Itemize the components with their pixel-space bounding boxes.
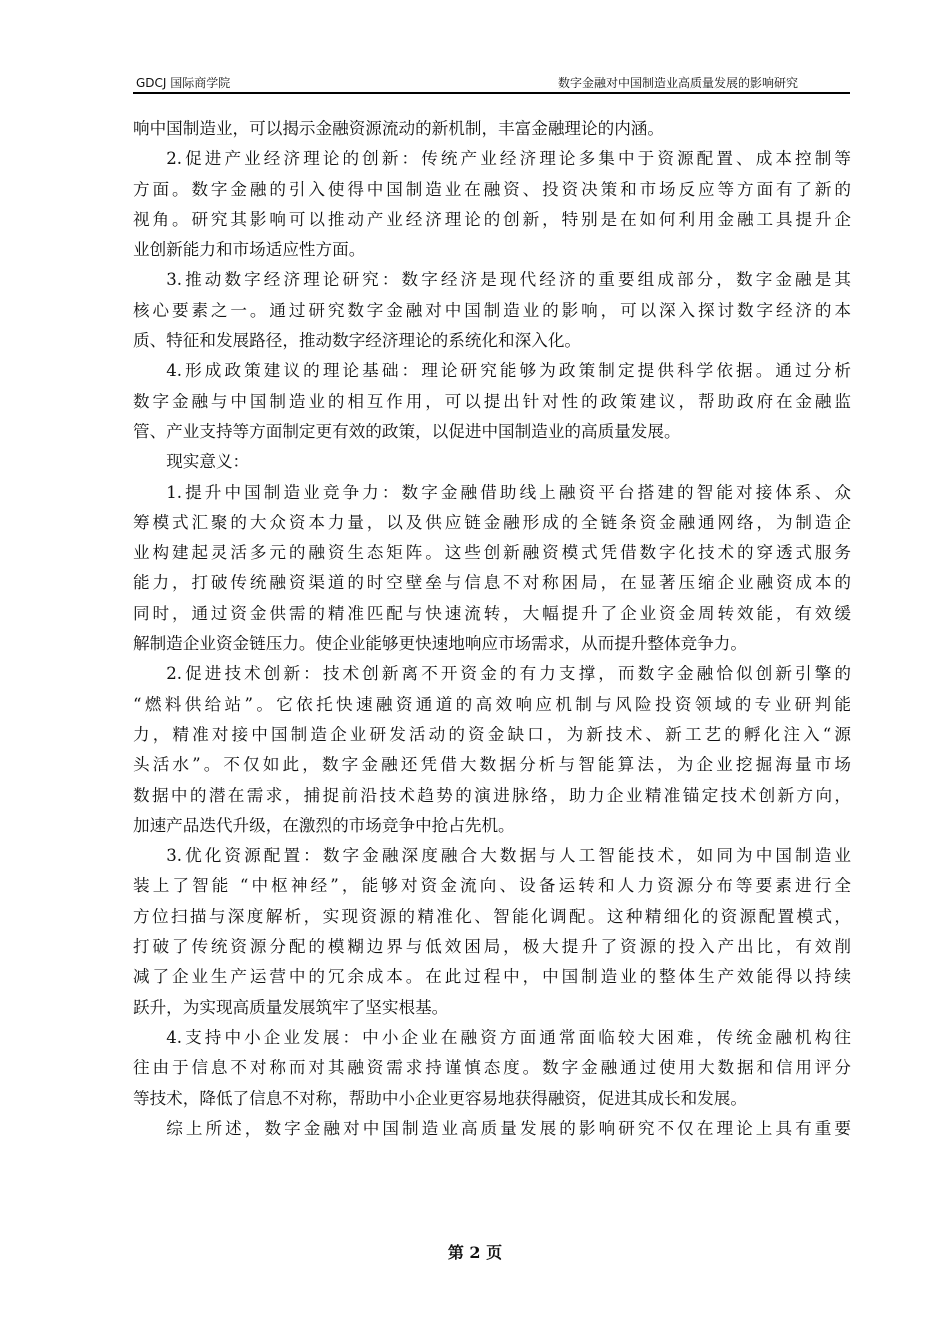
text-line: 核心要素之一。通过研究数字金融对中国制造业的影响，可以深入探讨数字经济的本: [133, 300, 851, 320]
running-header: [133, 72, 850, 94]
text-line: 业创新能力和市场适应性方面。: [133, 240, 366, 260]
text-line: 1.提升中国制造业竞争力：数字金融借助线上融资平台搭建的智能对接体系、众: [166, 482, 851, 502]
text-line: 方位扫描与深度解析，实现资源的精准化、智能化调配。这种精细化的资源配置模式，: [133, 906, 851, 926]
text-line: 数字金融与中国制造业的相互作用，可以提出针对性的政策建议，帮助政府在金融监: [133, 391, 851, 411]
text-line: 能力，打破传统融资渠道的时空壁垒与信息不对称困局，在显著压缩企业融资成本的: [133, 573, 851, 593]
section-heading: 现实意义：: [166, 452, 250, 472]
text-line: 方面。数字金融的引入使得中国制造业在融资、投资决策和市场反应等方面有了新的: [133, 179, 851, 199]
text-line: 视角。研究其影响可以推动产业经济理论的创新，特别是在如何利用金融工具提升企: [133, 209, 851, 229]
text-line: 解制造企业资金链压力。使企业能够更快速地响应市场需求，从而提升整体竞争力。: [133, 634, 747, 654]
text-line: 响中国制造业，可以揭示金融资源流动的新机制，丰富金融理论的内涵。: [133, 119, 664, 138]
text-line: 3.推动数字经济理论研究：数字经济是现代经济的重要组成部分，数字金融是其: [166, 270, 851, 290]
page-number: 第 2 页: [447, 1243, 503, 1262]
text-line: 数据中的潜在需求，捕捉前沿技术趋势的演进脉络，助力企业精准锚定技术创新方向，: [133, 785, 851, 805]
text-line: 装上了智能 “中枢神经”，能够对资金流向、设备运转和人力资源分布等要素进行全: [133, 876, 851, 896]
text-line: “燃料供给站”。它依托快速融资通道的高效响应机制与风险投资领域的专业研判能: [133, 694, 851, 714]
text-line: 管、产业支持等方面制定更有效的政策，以促进中国制造业的高质量发展。: [133, 421, 681, 441]
text-line: 4.支持中小企业发展：中小企业在融资方面通常面临较大困难，传统金融机构往: [166, 1027, 851, 1047]
text-line: 筹模式汇聚的大众资本力量，以及供应链金融形成的全链条资金融通网络，为制造企: [133, 512, 851, 532]
text-line: 等技术，降低了信息不对称，帮助中小企业更容易地获得融资，促进其成长和发展。: [133, 1088, 747, 1108]
text-line: 力，精准对接中国制造企业研发活动的资金缺口，为新技术、新工艺的孵化注入“源: [133, 724, 851, 744]
text-line: 减了企业生产运营中的冗余成本。在此过程中，中国制造业的整体生产效能得以持续: [133, 967, 851, 987]
header-title: 数字金融对中国制造业高质量发展的影响研究: [557, 76, 798, 90]
text-line: 同时，通过资金供需的精准匹配与快速流转，大幅提升了企业资金周转效能，有效缓: [133, 603, 851, 623]
body-text: [133, 114, 851, 1144]
text-line: 质、特征和发展路径，推动数字经济理论的系统化和深入化。: [133, 331, 582, 351]
text-line: 2.促进技术创新：技术创新离不开资金的有力支撑，而数字金融恰似创新引擎的: [166, 664, 851, 684]
text-line: 3.优化资源配置：数字金融深度融合大数据与人工智能技术，如同为中国制造业: [166, 846, 851, 866]
text-line: 4.形成政策建议的理论基础：理论研究能够为政策制定提供科学依据。通过分析: [166, 361, 851, 381]
text-line: 综上所述，数字金融对中国制造业高质量发展的影响研究不仅在理论上具有重要: [166, 1118, 851, 1138]
text-line: 打破了传统资源分配的模糊边界与低效困局，极大提升了资源的投入产出比，有效削: [133, 937, 851, 957]
text-line: 业构建起灵活多元的融资生态矩阵。这些创新融资模式凭借数字化技术的穿透式服务: [133, 543, 851, 563]
text-line: 加速产品迭代升级，在激烈的市场竞争中抢占先机。: [133, 815, 515, 835]
text-line: 跃升，为实现高质量发展筑牢了坚实根基。: [133, 997, 449, 1017]
text-line: 往由于信息不对称而对其融资需求持谨慎态度。数字金融通过使用大数据和信用评分: [133, 1058, 851, 1078]
text-line: 头活水”。不仅如此，数字金融还凭借大数据分析与智能算法，为企业挖掘海量市场: [133, 755, 851, 775]
header-institution: GDCJ 国际商学院: [136, 76, 231, 90]
text-line: 2.促进产业经济理论的创新：传统产业经济理论多集中于资源配置、成本控制等: [166, 149, 851, 169]
